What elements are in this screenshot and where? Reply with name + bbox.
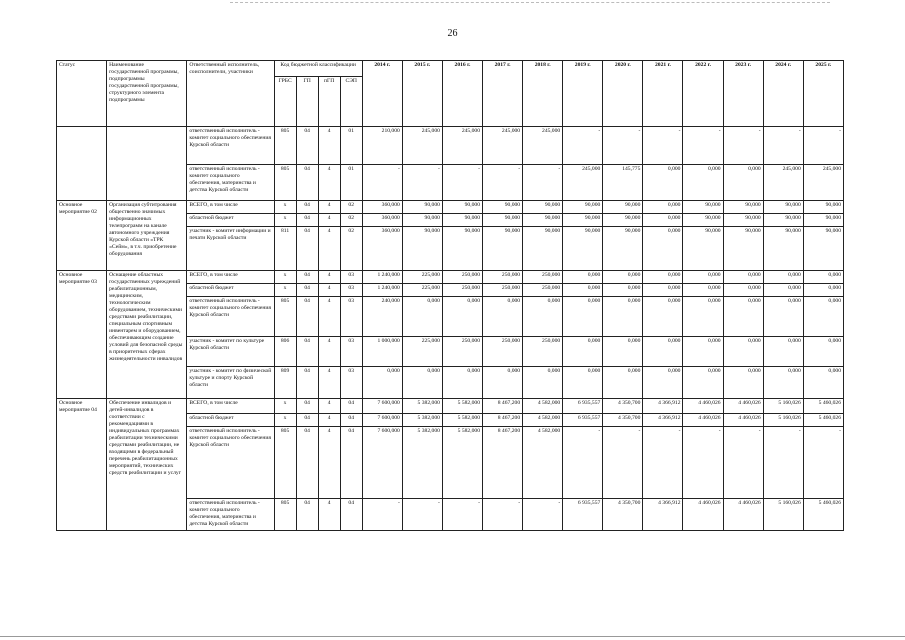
program-name-cell: Обеспечение инвалидов и детей-инвалидов в соответствии с рекомендациями в индивидуальных программах реабилитации техническими средствами реабилитации, не входящими в федеральный перечень реабилитационных мероприятий, технических средств реабилитации и услуг [107, 399, 187, 531]
value-cell: 6 935,557 [563, 399, 603, 414]
code-cell: 04 [296, 201, 318, 214]
value-cell: - [563, 127, 603, 165]
code-cell: 02 [340, 227, 362, 271]
value-cell: 0,000 [803, 284, 843, 297]
code-cell: 01 [340, 127, 362, 165]
code-cell: 04 [296, 214, 318, 227]
header-name: Наименование государственной программы, подпрограммы государственной программы, структурного элемента подпрограммы [107, 61, 187, 127]
value-cell: 90,000 [402, 214, 442, 227]
code-cell: 04 [296, 271, 318, 284]
code-cell: х [274, 201, 296, 214]
value-cell: 225,000 [402, 284, 442, 297]
header-code-gp: ГП [296, 77, 318, 127]
value-cell: 90,000 [723, 214, 763, 227]
executor-cell: участник - комитет информации и печати Курской области [187, 227, 274, 271]
executor-cell: ответственный исполнитель - комитет социального обеспечения Курской области [187, 297, 274, 337]
value-cell: 90,000 [603, 201, 643, 214]
value-cell: - [763, 127, 803, 165]
value-cell: 0,000 [563, 297, 603, 337]
value-cell: 8 467,200 [483, 399, 523, 414]
table-row [57, 399, 844, 414]
code-cell: 805 [274, 427, 296, 499]
value-cell: 1 240,000 [362, 271, 402, 284]
value-cell: 250,000 [523, 284, 563, 297]
executor-cell: участник - комитет по физической культуре и спорту Курской области [187, 367, 274, 399]
header-code-grbs: ГРБС [274, 77, 296, 127]
code-cell: 04 [296, 227, 318, 271]
code-cell: х [274, 271, 296, 284]
value-cell: 0,000 [683, 271, 723, 284]
value-cell: 4 350,700 [603, 414, 643, 427]
value-cell: 0,000 [643, 214, 683, 227]
value-cell: 6 935,557 [563, 499, 603, 531]
value-cell: 0,000 [803, 367, 843, 399]
table-row [57, 201, 844, 214]
value-cell: 7 600,000 [362, 414, 402, 427]
value-cell: 5 382,000 [402, 414, 442, 427]
value-cell: 5 582,000 [442, 399, 482, 414]
value-cell: 0,000 [683, 284, 723, 297]
code-cell: 04 [296, 427, 318, 499]
value-cell: 0,000 [643, 201, 683, 214]
code-cell: 4 [318, 165, 340, 201]
value-cell: 8 467,200 [483, 414, 523, 427]
value-cell: 0,000 [603, 284, 643, 297]
code-cell: 04 [340, 427, 362, 499]
value-cell: 0,000 [643, 337, 683, 367]
status-cell: Основное мероприятие 02 [57, 201, 107, 271]
value-cell: 0,000 [362, 367, 402, 399]
code-cell: 01 [340, 165, 362, 201]
value-cell: 5 160,026 [763, 399, 803, 414]
value-cell: 245,000 [523, 127, 563, 165]
executor-cell: участник - комитет по культуре Курской области [187, 337, 274, 367]
value-cell: 4 366,912 [643, 414, 683, 427]
value-cell: 225,000 [402, 271, 442, 284]
value-cell: 4 460,026 [683, 414, 723, 427]
value-cell: 90,000 [483, 227, 523, 271]
executor-cell: областной бюджет [187, 414, 274, 427]
value-cell: 250,000 [442, 284, 482, 297]
code-cell: 04 [296, 414, 318, 427]
value-cell: 1 240,000 [362, 284, 402, 297]
value-cell: - [643, 127, 683, 165]
value-cell: 90,000 [523, 227, 563, 271]
value-cell: - [362, 499, 402, 531]
code-cell: 805 [274, 297, 296, 337]
value-cell: 5 382,000 [402, 399, 442, 414]
code-cell: 04 [296, 165, 318, 201]
table-body [57, 127, 844, 531]
value-cell: - [483, 499, 523, 531]
code-cell: 04 [296, 367, 318, 399]
value-cell: 5 160,026 [763, 499, 803, 531]
value-cell: 90,000 [803, 214, 843, 227]
value-cell: 90,000 [683, 201, 723, 214]
value-cell: 0,000 [683, 337, 723, 367]
value-cell: 8 467,200 [483, 427, 523, 499]
code-cell: 03 [340, 367, 362, 399]
status-cell: Основное мероприятие 03 [57, 271, 107, 399]
value-cell: - [442, 165, 482, 201]
code-cell: 03 [340, 337, 362, 367]
value-cell: 4 582,000 [523, 427, 563, 499]
page-number: 26 [447, 28, 458, 39]
header-year: 2018 г. [523, 61, 563, 127]
program-name-cell [107, 127, 187, 201]
code-cell: 805 [274, 499, 296, 531]
executor-cell: ВСЕГО, в том числе [187, 201, 274, 214]
value-cell: 90,000 [523, 214, 563, 227]
value-cell: - [803, 427, 843, 499]
value-cell: 0,000 [763, 367, 803, 399]
value-cell: 90,000 [763, 214, 803, 227]
value-cell: 90,000 [603, 227, 643, 271]
code-cell: 02 [340, 201, 362, 214]
code-cell: 4 [318, 427, 340, 499]
code-cell: 811 [274, 227, 296, 271]
value-cell: - [523, 165, 563, 201]
executor-cell: ответственный исполнитель - комитет социального обеспечения, материнства и детства Курской области [187, 499, 274, 531]
value-cell: 245,000 [483, 127, 523, 165]
header-executor: Ответственный исполнитель, соисполнители, участники [187, 61, 274, 127]
value-cell: 90,000 [603, 214, 643, 227]
code-cell: 4 [318, 297, 340, 337]
value-cell: 0,000 [563, 284, 603, 297]
code-cell: 03 [340, 284, 362, 297]
code-cell: х [274, 414, 296, 427]
value-cell: 0,000 [442, 297, 482, 337]
header-year: 2020 г. [603, 61, 643, 127]
code-cell: 806 [274, 337, 296, 367]
header-code-sep: СЭП [340, 77, 362, 127]
value-cell: 0,000 [723, 165, 763, 201]
value-cell: 7 600,000 [362, 399, 402, 414]
code-cell: 04 [296, 337, 318, 367]
value-cell: 5 160,026 [763, 414, 803, 427]
value-cell: - [723, 127, 763, 165]
value-cell: 250,000 [483, 337, 523, 367]
value-cell: 90,000 [442, 201, 482, 214]
value-cell: 5 582,000 [442, 414, 482, 427]
code-cell: 4 [318, 399, 340, 414]
value-cell: - [763, 427, 803, 499]
value-cell: 90,000 [763, 227, 803, 271]
value-cell: 250,000 [442, 337, 482, 367]
header-year: 2015 г. [402, 61, 442, 127]
value-cell: 145,775 [603, 165, 643, 201]
code-cell: 03 [340, 271, 362, 284]
value-cell: 4 460,026 [683, 499, 723, 531]
value-cell: 245,000 [442, 127, 482, 165]
header-budget-code: Код бюджетной классификации [274, 61, 362, 77]
header-code-pgp: пГП [318, 77, 340, 127]
value-cell: 360,000 [362, 214, 402, 227]
table-row [57, 271, 844, 284]
code-cell: 805 [274, 165, 296, 201]
value-cell: 0,000 [402, 367, 442, 399]
value-cell: 0,000 [683, 367, 723, 399]
code-cell: 04 [296, 297, 318, 337]
code-cell: 04 [296, 284, 318, 297]
value-cell: 0,000 [763, 337, 803, 367]
value-cell: 4 582,000 [523, 414, 563, 427]
value-cell: 0,000 [603, 337, 643, 367]
header-year: 2017 г. [483, 61, 523, 127]
value-cell: 0,000 [643, 367, 683, 399]
value-cell: 0,000 [563, 367, 603, 399]
value-cell: 4 460,026 [723, 499, 763, 531]
value-cell: - [803, 127, 843, 165]
value-cell: 250,000 [442, 271, 482, 284]
executor-cell: ответственный исполнитель - комитет социального обеспечения Курской области [187, 127, 274, 165]
value-cell: - [683, 427, 723, 499]
value-cell: 0,000 [643, 297, 683, 337]
value-cell: 0,000 [643, 227, 683, 271]
code-cell: 805 [274, 127, 296, 165]
value-cell: 0,000 [563, 337, 603, 367]
value-cell: 245,000 [563, 165, 603, 201]
value-cell: 90,000 [563, 214, 603, 227]
executor-cell: ответственный исполнитель - комитет социального обеспечения, материнства и детства Курской области [187, 165, 274, 201]
code-cell: 04 [296, 127, 318, 165]
code-cell: 04 [340, 414, 362, 427]
value-cell: 90,000 [803, 227, 843, 271]
value-cell: 4 366,912 [643, 499, 683, 531]
value-cell: 225,000 [402, 337, 442, 367]
code-cell: 04 [340, 499, 362, 531]
code-cell: 4 [318, 337, 340, 367]
value-cell: 250,000 [483, 284, 523, 297]
header-year: 2022 г. [683, 61, 723, 127]
code-cell: 4 [318, 127, 340, 165]
value-cell: 90,000 [483, 201, 523, 214]
value-cell: 245,000 [763, 165, 803, 201]
code-cell: 4 [318, 271, 340, 284]
value-cell: 90,000 [442, 214, 482, 227]
value-cell: 0,000 [803, 271, 843, 284]
value-cell: 0,000 [523, 297, 563, 337]
header-year: 2023 г. [723, 61, 763, 127]
value-cell: 0,000 [683, 165, 723, 201]
value-cell: 0,000 [763, 297, 803, 337]
value-cell: 90,000 [483, 214, 523, 227]
value-cell: 0,000 [803, 337, 843, 367]
table-row [57, 127, 844, 165]
value-cell: 360,000 [362, 201, 402, 214]
executor-cell: ВСЕГО, в том числе [187, 271, 274, 284]
value-cell: 0,000 [723, 297, 763, 337]
header-year: 2016 г. [442, 61, 482, 127]
value-cell: 4 460,026 [683, 399, 723, 414]
value-cell: 0,000 [763, 284, 803, 297]
value-cell: - [683, 127, 723, 165]
value-cell: - [603, 427, 643, 499]
value-cell: 240,000 [362, 297, 402, 337]
value-cell: 210,000 [362, 127, 402, 165]
header-year: 2021 г. [643, 61, 683, 127]
value-cell: - [563, 427, 603, 499]
executor-cell: ответственный исполнитель - комитет социального обеспечения Курской области [187, 427, 274, 499]
value-cell: 90,000 [402, 227, 442, 271]
value-cell: 0,000 [483, 297, 523, 337]
value-cell: 0,000 [723, 284, 763, 297]
value-cell: 7 600,000 [362, 427, 402, 499]
code-cell: 809 [274, 367, 296, 399]
executor-cell: ВСЕГО, в том числе [187, 399, 274, 414]
value-cell: 0,000 [603, 271, 643, 284]
value-cell: 5 382,000 [402, 427, 442, 499]
header-status: Статус [57, 61, 107, 127]
value-cell: 90,000 [723, 227, 763, 271]
code-cell: 4 [318, 367, 340, 399]
value-cell: 4 366,912 [643, 399, 683, 414]
value-cell: 0,000 [803, 297, 843, 337]
executor-cell: областной бюджет [187, 284, 274, 297]
value-cell: 0,000 [643, 271, 683, 284]
value-cell: 4 460,026 [723, 399, 763, 414]
value-cell: 0,000 [402, 297, 442, 337]
value-cell: - [483, 165, 523, 201]
code-cell: 03 [340, 297, 362, 337]
code-cell: 4 [318, 499, 340, 531]
value-cell: 0,000 [723, 337, 763, 367]
value-cell: 90,000 [563, 227, 603, 271]
value-cell: 5 460,026 [803, 399, 843, 414]
value-cell: 0,000 [523, 367, 563, 399]
program-name-cell: Организация субтитрования общественно значимых информационных телепрограмм на канале автономного учреждения Курской области «ТРК «Сейм», в т.ч. приобретение оборудования [107, 201, 187, 271]
value-cell: 5 460,026 [803, 499, 843, 531]
value-cell: 360,000 [362, 227, 402, 271]
status-cell [57, 127, 107, 201]
value-cell: 90,000 [803, 201, 843, 214]
value-cell: 90,000 [683, 227, 723, 271]
code-cell: 4 [318, 284, 340, 297]
value-cell: 0,000 [643, 165, 683, 201]
code-cell: х [274, 214, 296, 227]
value-cell: 250,000 [523, 271, 563, 284]
code-cell: х [274, 399, 296, 414]
code-cell: 4 [318, 227, 340, 271]
value-cell: 4 350,700 [603, 399, 643, 414]
value-cell: 5 582,000 [442, 427, 482, 499]
value-cell: 245,000 [803, 165, 843, 201]
code-cell: х [274, 284, 296, 297]
value-cell: 0,000 [603, 297, 643, 337]
value-cell: 0,000 [763, 271, 803, 284]
value-cell: 0,000 [643, 284, 683, 297]
header-year: 2019 г. [563, 61, 603, 127]
code-cell: 02 [340, 214, 362, 227]
value-cell: 4 582,000 [523, 399, 563, 414]
value-cell: 90,000 [723, 201, 763, 214]
value-cell: 0,000 [723, 271, 763, 284]
budget-table [56, 60, 844, 531]
value-cell: - [402, 499, 442, 531]
value-cell: 4 350,700 [603, 499, 643, 531]
value-cell: 90,000 [683, 214, 723, 227]
header-year: 2024 г. [763, 61, 803, 127]
value-cell: 90,000 [402, 201, 442, 214]
status-cell: Основное мероприятие 04 [57, 399, 107, 531]
code-cell: 04 [296, 399, 318, 414]
code-cell: 04 [296, 499, 318, 531]
value-cell: 4 460,026 [723, 414, 763, 427]
code-cell: 4 [318, 214, 340, 227]
value-cell: 250,000 [483, 271, 523, 284]
value-cell: 90,000 [563, 201, 603, 214]
value-cell: - [362, 165, 402, 201]
code-cell: 4 [318, 201, 340, 214]
value-cell: 90,000 [763, 201, 803, 214]
program-name-cell: Оснащение областных государственных учреждений реабилитационным, медицинским, технологическим оборудованием, техническими средствами реабилитации, специальным спортивным инвентарем и оборудованием, обеспечивающим создание условий для безопасной среды в приоритетных сферах жизнедеятельности инвалидов [107, 271, 187, 399]
value-cell: 0,000 [603, 367, 643, 399]
value-cell: 0,000 [683, 297, 723, 337]
value-cell: 245,000 [402, 127, 442, 165]
code-cell: 4 [318, 414, 340, 427]
value-cell: 1 000,000 [362, 337, 402, 367]
value-cell: 250,000 [523, 337, 563, 367]
value-cell: 0,000 [563, 271, 603, 284]
value-cell: 0,000 [483, 367, 523, 399]
top-edge-line [230, 2, 830, 3]
value-cell: 6 935,557 [563, 414, 603, 427]
value-cell: 0,000 [723, 367, 763, 399]
value-cell: - [723, 427, 763, 499]
value-cell: 0,000 [442, 367, 482, 399]
value-cell: 90,000 [442, 227, 482, 271]
bottom-edge-line [0, 636, 905, 637]
executor-cell: областной бюджет [187, 214, 274, 227]
header-year: 2014 г. [362, 61, 402, 127]
value-cell: 90,000 [523, 201, 563, 214]
value-cell: - [442, 499, 482, 531]
value-cell: - [523, 499, 563, 531]
header-year: 2025 г. [803, 61, 843, 127]
code-cell: 04 [340, 399, 362, 414]
value-cell: - [402, 165, 442, 201]
value-cell: - [603, 127, 643, 165]
value-cell: - [643, 427, 683, 499]
value-cell: 5 460,026 [803, 414, 843, 427]
